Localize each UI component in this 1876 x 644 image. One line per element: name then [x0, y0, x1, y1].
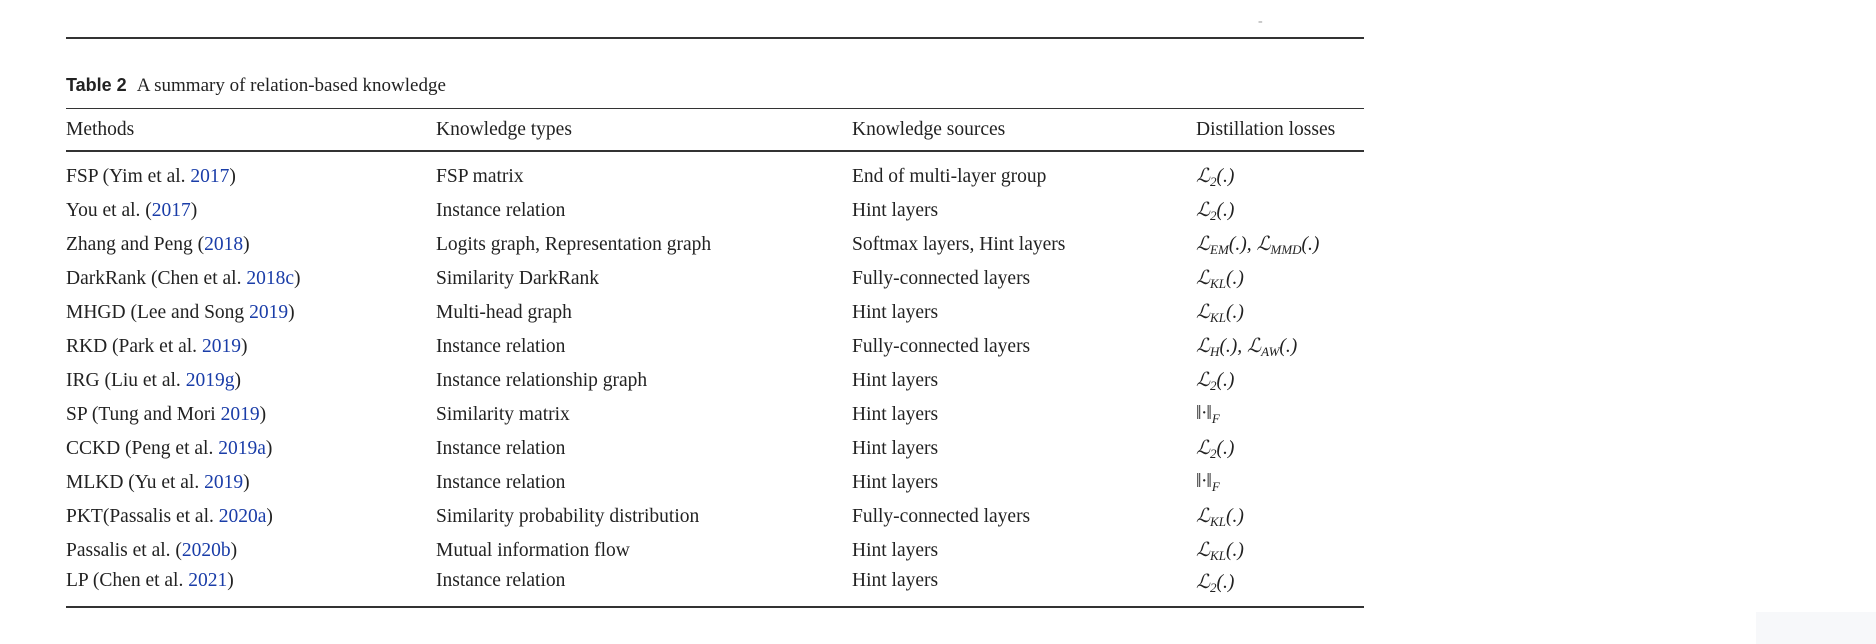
- loss-symbol: ℒ: [1196, 268, 1211, 289]
- cell-knowledge-type: Instance relation: [436, 336, 566, 357]
- cell-method: [66, 151, 436, 194]
- cell-method: [66, 228, 436, 262]
- citation-link[interactable]: 2018c: [246, 268, 294, 289]
- loss-symbol: ℒ: [1196, 302, 1211, 323]
- cell-distillation-loss: [1196, 296, 1364, 330]
- loss-symbol: (.): [1216, 370, 1235, 391]
- citation-link[interactable]: 2019: [220, 404, 260, 425]
- cell-knowledge-source: Hint layers: [852, 568, 1196, 607]
- cell-distillation-loss: [1196, 398, 1364, 432]
- method-close: ): [227, 570, 234, 591]
- method-close: ): [190, 200, 198, 221]
- loss-subscript: KL: [1210, 514, 1226, 529]
- cell-distillation-loss: [1196, 151, 1364, 194]
- method-name: IRG (Liu et al.: [66, 370, 186, 391]
- method-close: ): [243, 234, 250, 255]
- citation-link[interactable]: 2017: [190, 166, 230, 187]
- header-distillation-losses: Distillation losses: [1196, 109, 1364, 152]
- method-name: Zhang and Peng (: [66, 234, 205, 255]
- cell-distillation-loss: [1196, 330, 1364, 364]
- table-row: [66, 151, 1364, 194]
- citation-link[interactable]: 2019a: [218, 438, 266, 459]
- cell-knowledge-type: Mutual information flow: [436, 540, 630, 561]
- citation-link[interactable]: 2020b: [181, 540, 231, 561]
- loss-subscript: 2: [1210, 378, 1217, 393]
- cell-method: [66, 330, 436, 364]
- cell-knowledge-type: Similarity matrix: [436, 404, 570, 425]
- cell-distillation-loss: [1196, 568, 1364, 607]
- method-name: You et al. (: [66, 200, 152, 221]
- cell-distillation-loss: [1196, 500, 1364, 534]
- cell-knowledge-source: Hint layers: [852, 370, 939, 391]
- cell-distillation-loss: [1196, 228, 1364, 262]
- loss-symbol: ℒ: [1196, 438, 1211, 459]
- loss-symbol: ℒ: [1196, 506, 1211, 527]
- loss-symbol: ℒ: [1196, 572, 1211, 593]
- loss-symbol: (.): [1279, 336, 1298, 357]
- table-header-row: [66, 109, 1364, 152]
- method-name: LP (Chen et al.: [66, 570, 189, 591]
- cell-knowledge-type: Similarity DarkRank: [436, 268, 600, 289]
- cell-knowledge-source: Fully-connected layers: [852, 336, 1031, 357]
- loss-subscript: AW: [1261, 344, 1280, 359]
- method-close: ): [288, 302, 295, 323]
- loss-symbol: ℒ: [1196, 370, 1211, 391]
- cell-knowledge-type: FSP matrix: [436, 166, 524, 187]
- loss-symbol: ℒ: [1196, 234, 1211, 255]
- table-body: [66, 151, 1364, 607]
- loss-subscript: F: [1211, 411, 1220, 426]
- table-row: [66, 194, 1364, 228]
- cell-method: [66, 194, 436, 228]
- method-name: MHGD (Lee and Song: [66, 302, 250, 323]
- method-name: SP (Tung and Mori: [66, 404, 221, 425]
- cell-method: [66, 534, 436, 568]
- loss-subscript: 2: [1210, 174, 1217, 189]
- citation-link[interactable]: 2019: [249, 302, 289, 323]
- loss-symbol: (.): [1216, 572, 1235, 593]
- loss-subscript: MMD: [1270, 242, 1302, 257]
- loss-subscript: KL: [1210, 276, 1226, 291]
- loss-subscript: KL: [1210, 310, 1226, 325]
- header-knowledge-sources: Knowledge sources: [852, 109, 1196, 152]
- cell-distillation-loss: [1196, 432, 1364, 466]
- loss-symbol: (.): [1225, 268, 1244, 289]
- loss-subscript: 2: [1210, 208, 1217, 223]
- cell-method: [66, 296, 436, 330]
- relation-knowledge-table: [66, 108, 1364, 608]
- method-name: PKT(Passalis et al.: [66, 506, 219, 527]
- cell-method: [66, 500, 436, 534]
- table-row: [66, 228, 1364, 262]
- cell-knowledge-type: Instance relation: [436, 438, 566, 459]
- table-row: [66, 500, 1364, 534]
- method-name: FSP (Yim et al.: [66, 166, 191, 187]
- method-name: DarkRank (Chen et al.: [66, 268, 247, 289]
- loss-symbol: (.), ℒ: [1228, 234, 1271, 255]
- table-caption: [66, 73, 446, 98]
- cell-method: [66, 262, 436, 296]
- table-row: [66, 568, 1364, 607]
- loss-symbol: ℒ: [1196, 336, 1211, 357]
- cell-method: [66, 364, 436, 398]
- cell-knowledge-type: Logits graph, Representation graph: [436, 234, 712, 255]
- cell-knowledge-source: Hint layers: [852, 302, 939, 323]
- top-rule: [66, 37, 1364, 39]
- cell-knowledge-type: Similarity probability distribution: [436, 506, 700, 527]
- header-knowledge-types: Knowledge types: [436, 109, 852, 152]
- method-name: CCKD (Peng et al.: [66, 438, 219, 459]
- method-close: ): [234, 370, 241, 391]
- method-name: Passalis et al. (: [66, 540, 182, 561]
- cell-distillation-loss: [1196, 534, 1364, 568]
- loss-subscript: 2: [1210, 580, 1217, 595]
- table-caption-label: Table 2: [66, 75, 127, 95]
- citation-link[interactable]: 2019g: [185, 370, 235, 391]
- loss-symbol: ‖·‖: [1196, 403, 1212, 424]
- cell-knowledge-type: Instance relationship graph: [436, 370, 648, 391]
- loss-symbol: ℒ: [1196, 540, 1211, 561]
- cell-method: [66, 568, 436, 607]
- citation-link[interactable]: 2019: [204, 472, 244, 493]
- loss-symbol: (.): [1301, 234, 1320, 255]
- table-row: [66, 466, 1364, 500]
- loss-symbol: (.), ℒ: [1219, 336, 1262, 357]
- method-close: ): [230, 540, 238, 561]
- cell-knowledge-type: Instance relation: [436, 200, 566, 221]
- cell-method: [66, 398, 436, 432]
- corner-shade: [1756, 612, 1876, 644]
- loss-subscript: 2: [1210, 446, 1217, 461]
- method-close: ): [265, 438, 273, 459]
- method-close: ): [266, 506, 273, 527]
- table-row: [66, 296, 1364, 330]
- loss-symbol: ℒ: [1196, 166, 1211, 187]
- citation-link[interactable]: 2020a: [218, 506, 267, 527]
- cell-knowledge-source: Hint layers: [852, 540, 939, 561]
- cell-knowledge-type: Multi-head graph: [436, 302, 572, 323]
- method-close: ): [240, 336, 248, 357]
- cell-knowledge-source: Fully-connected layers: [852, 506, 1031, 527]
- table-row: [66, 330, 1364, 364]
- citation-link[interactable]: 2017: [151, 200, 191, 221]
- table-row: [66, 262, 1364, 296]
- loss-symbol: (.): [1225, 506, 1244, 527]
- loss-symbol: ‖·‖: [1196, 471, 1212, 492]
- cell-knowledge-source: Hint layers: [852, 404, 939, 425]
- cell-knowledge-source: End of multi-layer group: [852, 166, 1047, 187]
- cell-distillation-loss: [1196, 194, 1364, 228]
- citation-link[interactable]: 2019: [201, 336, 241, 357]
- citation-link[interactable]: 2021: [188, 570, 228, 591]
- cell-distillation-loss: [1196, 364, 1364, 398]
- method-close: ): [259, 404, 267, 425]
- cell-distillation-loss: [1196, 262, 1364, 296]
- cell-knowledge-source: Hint layers: [852, 438, 939, 459]
- loss-symbol: (.): [1225, 540, 1244, 561]
- cell-method: [66, 432, 436, 466]
- cell-knowledge-source: Softmax layers, Hint layers: [852, 234, 1066, 255]
- cell-knowledge-source: Hint layers: [852, 200, 939, 221]
- cell-knowledge-type: Instance relation: [436, 472, 566, 493]
- citation-link[interactable]: 2018: [204, 234, 244, 255]
- table-row: [66, 398, 1364, 432]
- cell-method: [66, 466, 436, 500]
- header-methods: Methods: [66, 109, 436, 152]
- cell-knowledge-source: Fully-connected layers: [852, 268, 1031, 289]
- loss-symbol: (.): [1216, 438, 1235, 459]
- method-close: ): [293, 268, 301, 289]
- cell-knowledge-type: Instance relation: [436, 568, 852, 607]
- loss-subscript: KL: [1210, 548, 1226, 563]
- page-corner-mark: -: [1258, 14, 1263, 29]
- cell-knowledge-source: Hint layers: [852, 472, 939, 493]
- loss-symbol: (.): [1216, 166, 1235, 187]
- loss-subscript: F: [1211, 479, 1220, 494]
- loss-symbol: (.): [1216, 200, 1235, 221]
- method-name: MLKD (Yu et al.: [66, 472, 205, 493]
- table-caption-text: A summary of relation-based knowledge: [136, 75, 446, 96]
- loss-subscript: H: [1210, 344, 1220, 359]
- method-close: ): [229, 166, 236, 187]
- method-close: ): [243, 472, 250, 493]
- cell-distillation-loss: [1196, 466, 1364, 500]
- table-row: [66, 432, 1364, 466]
- method-name: RKD (Park et al.: [66, 336, 202, 357]
- loss-symbol: (.): [1225, 302, 1244, 323]
- table-row: [66, 534, 1364, 568]
- loss-subscript: EM: [1210, 242, 1229, 257]
- table-row: [66, 364, 1364, 398]
- loss-symbol: ℒ: [1196, 200, 1211, 221]
